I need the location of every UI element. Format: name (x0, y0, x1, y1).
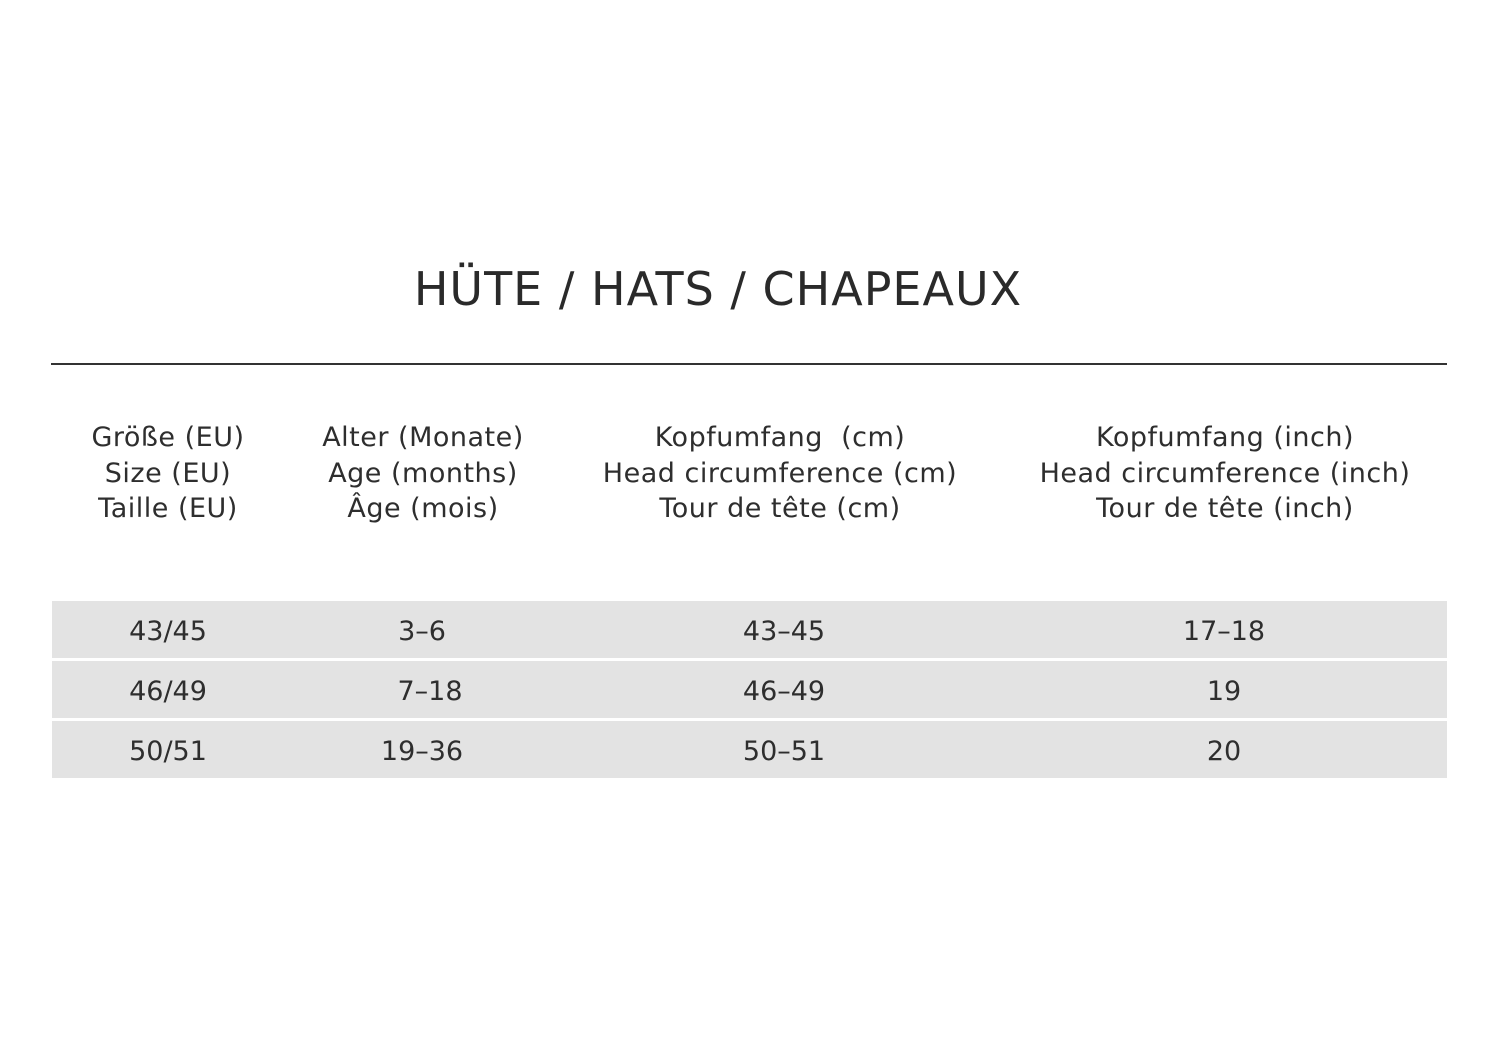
header-head-cm-fr: Tour de tête (cm) (659, 493, 901, 524)
header-size-en: Size (EU) (104, 457, 232, 489)
cell-head-inch: 17–18 (1182, 616, 1266, 647)
header-head-inch (1020, 420, 1430, 527)
header-age (298, 420, 548, 527)
table-row (52, 721, 1447, 778)
header-head-inch-de: Kopfumfang (inch) (1096, 422, 1354, 453)
cell-head-cm: 50–51 (742, 736, 826, 767)
header-age-de: Alter (Monate) (322, 422, 524, 453)
header-head-inch-fr: Tour de tête (inch) (1096, 493, 1354, 524)
table-row (52, 601, 1447, 658)
header-size-de: Größe (EU) (91, 422, 245, 453)
cell-size: 43/45 (129, 616, 207, 647)
cell-head-cm: 46–49 (742, 676, 826, 707)
header-size (48, 420, 288, 527)
header-head-cm (580, 420, 980, 527)
table-header (0, 420, 1500, 530)
cell-age: 19–36 (380, 736, 464, 767)
cell-age: 7–18 (397, 676, 463, 707)
cell-size: 46/49 (129, 676, 207, 707)
header-head-cm-en: Head circumference (cm) (602, 457, 958, 489)
cell-head-inch: 19 (1206, 676, 1242, 707)
cell-size: 50/51 (129, 736, 207, 767)
size-chart-title: HÜTE / HATS / CHAPEAUX (413, 262, 1023, 316)
table-body (52, 601, 1447, 781)
table-row (52, 661, 1447, 718)
header-head-inch-en: Head circumference (inch) (1039, 457, 1411, 489)
header-size-fr: Taille (EU) (98, 493, 238, 524)
cell-age: 3–6 (398, 616, 446, 647)
title-divider (51, 363, 1447, 365)
cell-head-inch: 20 (1206, 736, 1242, 767)
header-age-fr: Âge (mois) (347, 493, 499, 524)
cell-head-cm: 43–45 (742, 616, 826, 647)
header-age-en: Age (months) (328, 457, 518, 489)
header-head-cm-de: Kopfumfang (cm) (654, 422, 906, 453)
